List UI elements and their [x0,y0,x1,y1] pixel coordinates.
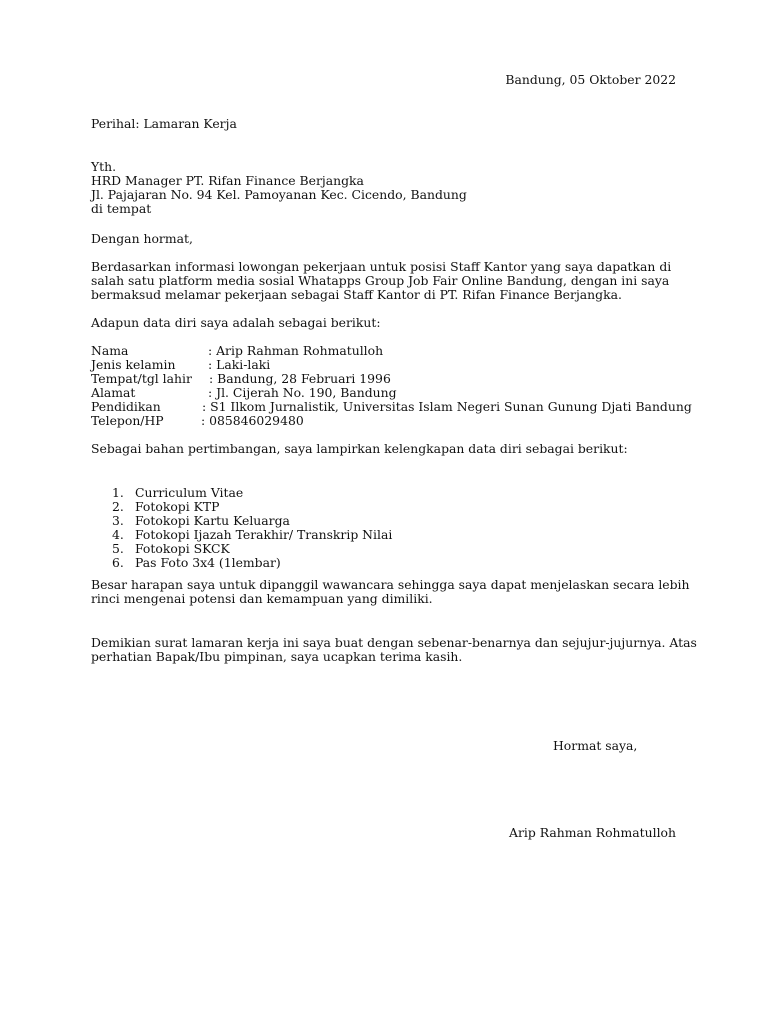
greeting: Dengan hormat, [91,231,193,246]
closing-paragraph [91,636,697,664]
list-text: Curriculum Vitae [135,485,244,500]
list-text: Fotokopi Ijazah Terakhir/ Transkrip Nilai [135,527,393,542]
list-number: 4. [112,527,124,542]
bio-label: Jenis kelamin [91,357,176,372]
attachments-intro: Sebagai bahan pertimbangan, saya lampirkan kelengkapan data diri sebagai berikut: [91,441,628,456]
list-number: 5. [112,541,124,556]
list-number: 1. [112,485,124,500]
recipient-line: di tempat [91,201,152,216]
paragraph-line: rinci mengenai potensi dan kemampuan yang dimiliki. [91,591,433,606]
list-text: Fotokopi KTP [135,499,220,514]
paragraph-line: Berdasarkan informasi lowongan pekerjaan untuk posisi Staff Kantor yang saya dapatkan di [91,259,672,274]
letter-date: Bandung, 05 Oktober 2022 [505,72,676,87]
intro-paragraph [91,260,671,302]
recipient-line: Jl. Pajajaran No. 94 Kel. Pamoyanan Kec. Cicendo, Bandung [91,187,467,202]
paragraph-line: bermaksud melamar pekerjaan sebagai Staff Kantor di PT. Rifan Finance Berjangka. [91,287,622,302]
list-number: 6. [112,555,124,570]
bio-label: Telepon/HP [91,413,164,428]
bio-value: : 085846029480 [201,413,304,428]
bio-label: Alamat [91,385,136,400]
signature-name: Arip Rahman Rohmatulloh [509,825,676,840]
paragraph-line: perhatian Bapak/Ibu pimpinan, saya ucapkan terima kasih. [91,649,463,664]
paragraph-line: salah satu platform media sosial Whatapps Group Job Fair Online Bandung, dengan ini saya [91,273,670,288]
bio-label: Tempat/tgl lahir [91,371,192,386]
bio-label: Nama [91,343,129,358]
list-text: Fotokopi Kartu Keluarga [135,513,290,528]
bio-value: : Laki-laki [208,357,271,372]
bio-intro: Adapun data diri saya adalah sebagai berikut: [91,315,381,330]
paragraph-line: Demikian surat lamaran kerja ini saya buat dengan sebenar-benarnya dan sejujur-jujurnya. Atas [91,635,697,650]
bio-value: : Arip Rahman Rohmatulloh [208,343,384,358]
recipient-line: Yth. [91,159,117,174]
list-number: 2. [112,499,124,514]
recipient-block [91,160,467,216]
bio-label: Pendidikan [91,399,161,414]
list-number: 3. [112,513,124,528]
list-text: Fotokopi SKCK [135,541,230,556]
bio-value: : S1 Ilkom Jurnalistik, Universitas Islam Negeri Sunan Gunung Djati Bandung [202,399,692,414]
closing-salutation: Hormat saya, [553,738,638,753]
recipient-line: HRD Manager PT. Rifan Finance Berjangka [91,173,364,188]
bio-value: : Jl. Cijerah No. 190, Bandung [208,385,397,400]
bio-value: : Bandung, 28 Februari 1996 [209,371,391,386]
list-text: Pas Foto 3x4 (1lembar) [135,555,281,570]
hope-paragraph [91,578,690,606]
paragraph-line: Besar harapan saya untuk dipanggil wawancara sehingga saya dapat menjelaskan secara lebih [91,577,690,592]
letter-subject: Perihal: Lamaran Kerja [91,116,237,131]
